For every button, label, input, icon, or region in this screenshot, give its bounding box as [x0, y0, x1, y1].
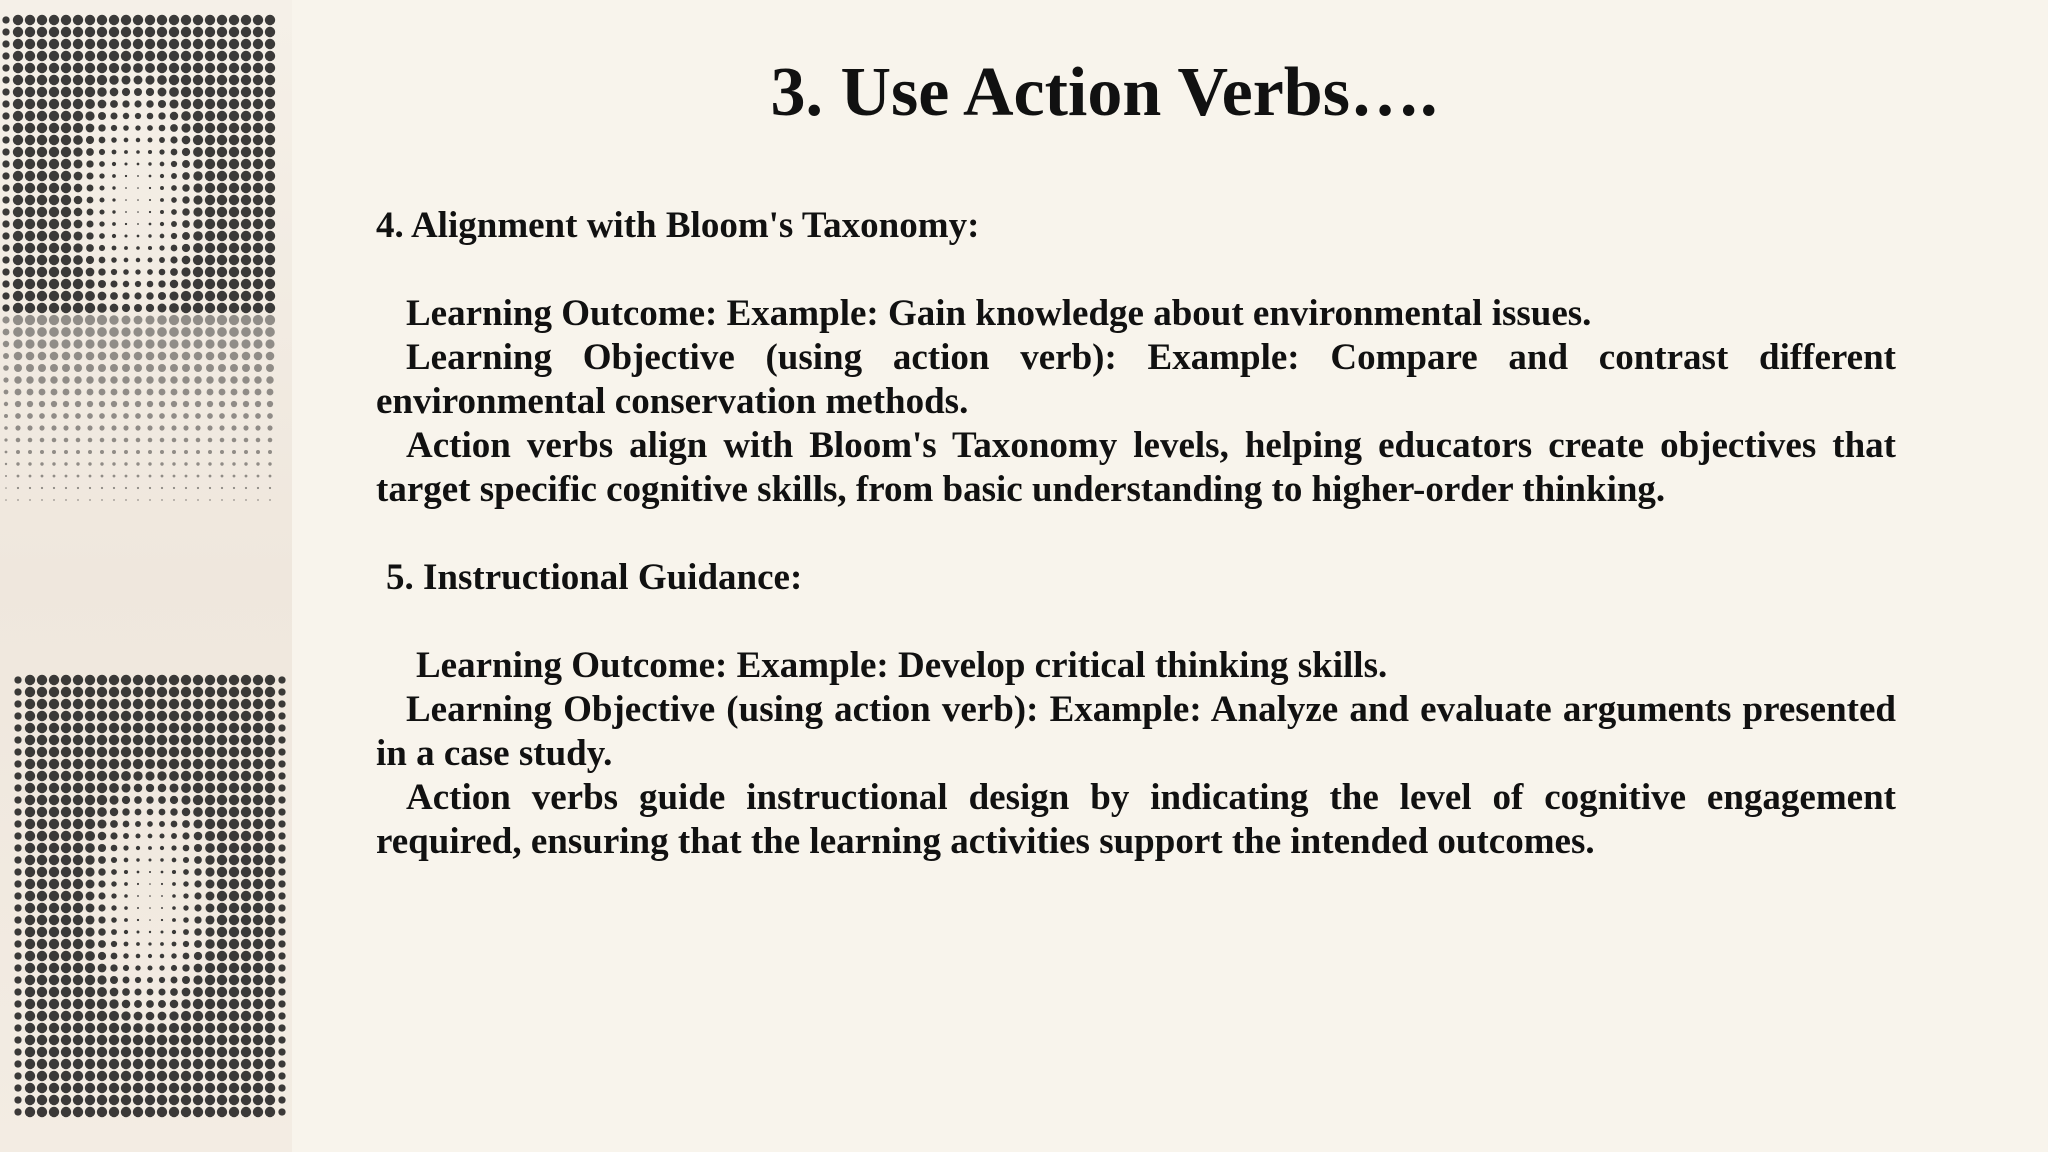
halftone-side-panel	[0, 0, 292, 1152]
slide-title: 3. Use Action Verbs….	[770, 54, 1438, 131]
spacer	[376, 600, 1896, 644]
section-5-outcome: Learning Outcome: Example: Develop critical thinking skills.	[416, 645, 1388, 686]
spacer	[376, 512, 1896, 556]
section-4-outcome: Learning Outcome: Example: Gain knowledge about environmental issues.	[406, 293, 1592, 334]
section-5-note: Action verbs guide instructional design by indicating the level of cognitive engagement required, ensuring that the learning activities support the intended outcomes.	[376, 777, 1896, 862]
halftone-dot-pattern-icon	[0, 0, 292, 1152]
slide-body	[376, 204, 1896, 864]
spacer	[376, 248, 1896, 292]
section-4-heading: 4. Alignment with Bloom's Taxonomy:	[376, 205, 980, 246]
section-4-objective: Learning Objective (using action verb): Example: Compare and contrast different environmental conservation methods.	[376, 337, 1896, 422]
section-4-note: Action verbs align with Bloom's Taxonomy levels, helping educators create objectives that target specific cognitive skills, from basic understanding to higher-order thinking.	[376, 425, 1896, 510]
section-5-objective: Learning Objective (using action verb): Example: Analyze and evaluate arguments presented in a case study.	[376, 689, 1896, 774]
section-5-heading: 5. Instructional Guidance:	[386, 557, 803, 598]
